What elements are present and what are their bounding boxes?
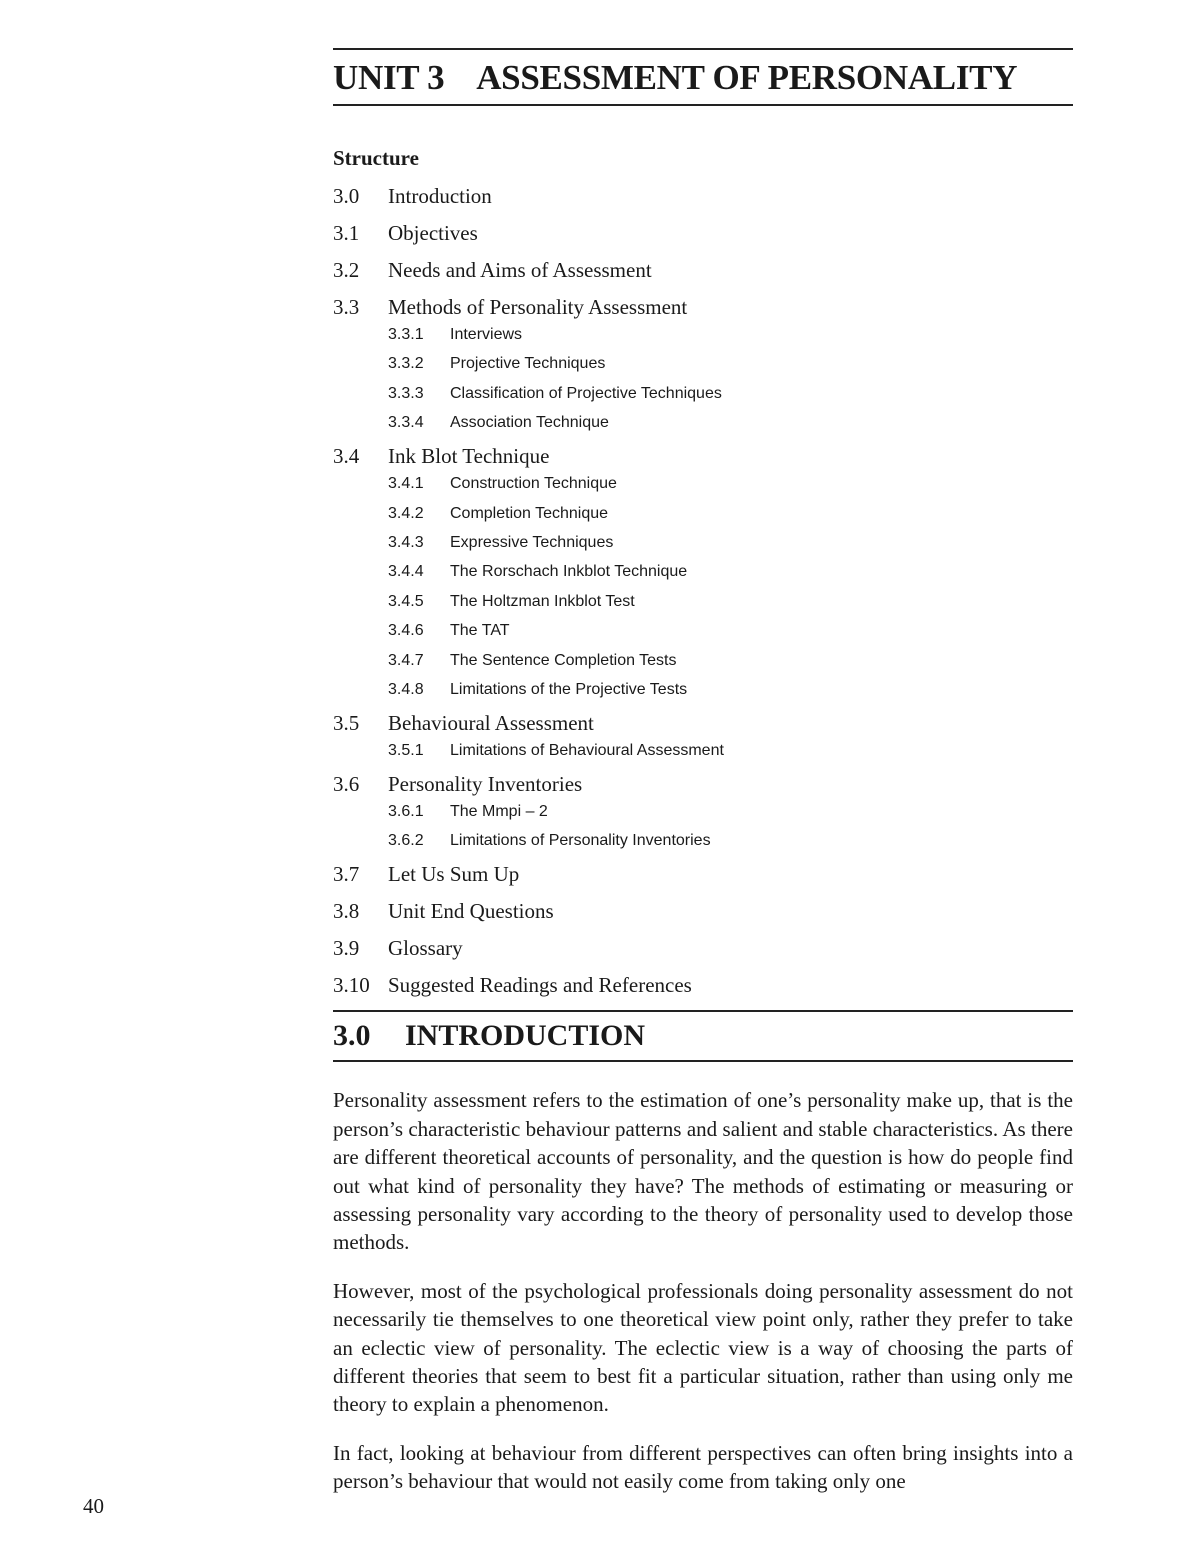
toc-entry-label: Unit End Questions — [388, 899, 554, 924]
toc-entry-number: 3.0 — [333, 184, 360, 208]
toc-entry-number: 3.5 — [333, 710, 360, 735]
document-page — [333, 48, 1073, 1496]
toc-subentry — [388, 741, 1073, 760]
toc-subentry-number: 3.4.1 — [388, 475, 424, 493]
toc-subentry-number: 3.3.1 — [388, 326, 424, 343]
toc-entry — [333, 258, 1073, 283]
toc-subentry-label: Expressive Techniques — [450, 533, 614, 551]
toc-entry-label: Suggested Readings and References — [388, 973, 692, 998]
title-bottom-rule — [333, 104, 1073, 106]
toc-subentry-number: 3.3.4 — [388, 414, 424, 432]
toc-entry-label: Introduction — [388, 184, 492, 208]
toc-entry — [333, 899, 1073, 924]
toc-entry-label: Let Us Sum Up — [388, 862, 520, 887]
toc-entry-number: 3.3 — [333, 295, 360, 319]
toc-entry-number: 3.8 — [333, 899, 360, 924]
toc-subentries — [333, 325, 1073, 432]
toc-subentry-label: Limitations of Personality Inventories — [450, 832, 711, 850]
toc-subentries — [333, 741, 1073, 760]
toc-subentry — [388, 474, 1073, 493]
toc-entry-number: 3.6 — [333, 771, 360, 796]
toc-subentry — [388, 562, 1073, 581]
toc-subentry — [388, 831, 1073, 850]
toc-subentry-number: 3.6.1 — [388, 802, 424, 820]
toc-entry-label: Needs and Aims of Assessment — [388, 258, 652, 282]
toc-subentry-label: The Rorschach Inkblot Technique — [450, 563, 688, 581]
toc-entry-number: 3.7 — [333, 862, 360, 887]
toc-subentry-label: The Sentence Completion Tests — [450, 651, 677, 669]
toc-subentry-label: Limitations of Behavioural Assessment — [450, 741, 724, 759]
toc-subentries — [333, 802, 1073, 850]
toc-entry — [333, 184, 1073, 209]
toc-entry — [333, 295, 1073, 320]
toc-subentry — [388, 384, 1073, 403]
toc-entry-label: Ink Blot Technique — [388, 444, 550, 469]
structure-label: Structure — [333, 146, 419, 170]
toc-subentry — [388, 413, 1073, 432]
intro-top-rule — [333, 1010, 1073, 1012]
toc-subentry-number: 3.3.2 — [388, 355, 424, 373]
toc-entry-label: Behavioural Assessment — [388, 710, 594, 735]
toc-subentry-label: Completion Technique — [450, 504, 609, 522]
toc-subentry-number: 3.3.3 — [388, 384, 424, 402]
toc-subentry-label: Interviews — [450, 326, 523, 343]
toc-entry-label: Objectives — [388, 221, 478, 245]
toc-subentry — [388, 621, 1073, 640]
toc-subentry-label: Limitations of the Projective Tests — [450, 680, 688, 698]
toc-subentry-label: The Mmpi – 2 — [450, 802, 548, 820]
toc-entry — [333, 711, 1073, 736]
toc-entry-number: 3.9 — [333, 936, 360, 961]
toc-subentry-label: Association Technique — [450, 414, 609, 432]
toc-subentry-label: The TAT — [450, 622, 510, 640]
toc-subentry-label: The Holtzman Inkblot Test — [450, 592, 635, 610]
toc-entry — [333, 936, 1073, 961]
section-number: 3.0 — [333, 1019, 371, 1053]
toc-subentry-label: Construction Technique — [450, 475, 617, 493]
toc-entry-number: 3.4 — [333, 444, 360, 469]
toc-subentry — [388, 354, 1073, 373]
toc-entry-number: 3.10 — [333, 973, 370, 998]
toc-subentry-number: 3.4.7 — [388, 651, 424, 669]
toc-subentry-number: 3.4.8 — [388, 680, 424, 698]
toc-subentries — [333, 474, 1073, 699]
toc-subentry — [388, 802, 1073, 821]
toc-subentry — [388, 592, 1073, 611]
section-heading-introduction — [333, 1016, 1073, 1056]
toc-entry — [333, 973, 1073, 998]
toc-subentry-label: Projective Techniques — [450, 355, 606, 373]
toc-subentry — [388, 651, 1073, 670]
toc-subentry-number: 3.4.6 — [388, 622, 424, 640]
toc-subentry — [388, 325, 1073, 344]
toc-subentry-number: 3.4.5 — [388, 592, 424, 610]
toc-entry-label: Glossary — [388, 936, 463, 961]
toc-entry-label: Personality Inventories — [388, 771, 583, 796]
toc-subentry-number: 3.5.1 — [388, 741, 424, 759]
intro-paragraph: However, most of the psychological professionals doing personality assessment do not necessarily tie themselves to one theoretical view point only, rather they prefer to take an eclectic view of personality. The eclectic view is a way of choosing the parts of different theories that seem to best fit a particular situation, rather than using only me theory to explain a phenomenon. — [333, 1278, 1073, 1417]
toc-entry-label: Methods of Personality Assessment — [388, 295, 688, 319]
intro-bottom-rule — [333, 1060, 1073, 1062]
toc-subentry-number: 3.6.2 — [388, 832, 424, 850]
page-number: 40 — [83, 1494, 104, 1518]
toc-entry-number: 3.2 — [333, 258, 360, 282]
toc-subentry-label: Classification of Projective Techniques — [450, 384, 722, 402]
toc-entry — [333, 444, 1073, 469]
table-of-contents — [333, 184, 1073, 998]
toc-subentry-number: 3.4.2 — [388, 504, 424, 522]
toc-subentry — [388, 533, 1073, 552]
intro-paragraph: Personality assessment refers to the estimation of one’s personality make up, that is the person’s characteristic behaviour patterns and salient and stable characteristics. As there are different theoretical accounts of personality, and the question is how do people find out what kind of personality they have? The methods of estimating or measuring or assessing personality vary according to the theory of personality used to develop those methods. — [333, 1088, 1073, 1255]
section-title: INTRODUCTION — [405, 1019, 646, 1053]
intro-paragraph: In fact, looking at behaviour from different perspectives can often bring insights into a person’s behaviour that would not easily come from taking only one — [333, 1440, 1073, 1494]
title-top-rule — [333, 48, 1073, 50]
toc-subentry — [388, 504, 1073, 523]
toc-subentry-number: 3.4.4 — [388, 563, 424, 581]
toc-entry — [333, 862, 1073, 887]
unit-title: UNIT 3 ASSESSMENT OF PERSONALITY — [333, 58, 1018, 97]
toc-entry-number: 3.1 — [333, 221, 360, 245]
toc-entry — [333, 772, 1073, 797]
toc-subentry — [388, 680, 1073, 699]
toc-subentry-number: 3.4.3 — [388, 533, 424, 551]
toc-entry — [333, 221, 1073, 246]
